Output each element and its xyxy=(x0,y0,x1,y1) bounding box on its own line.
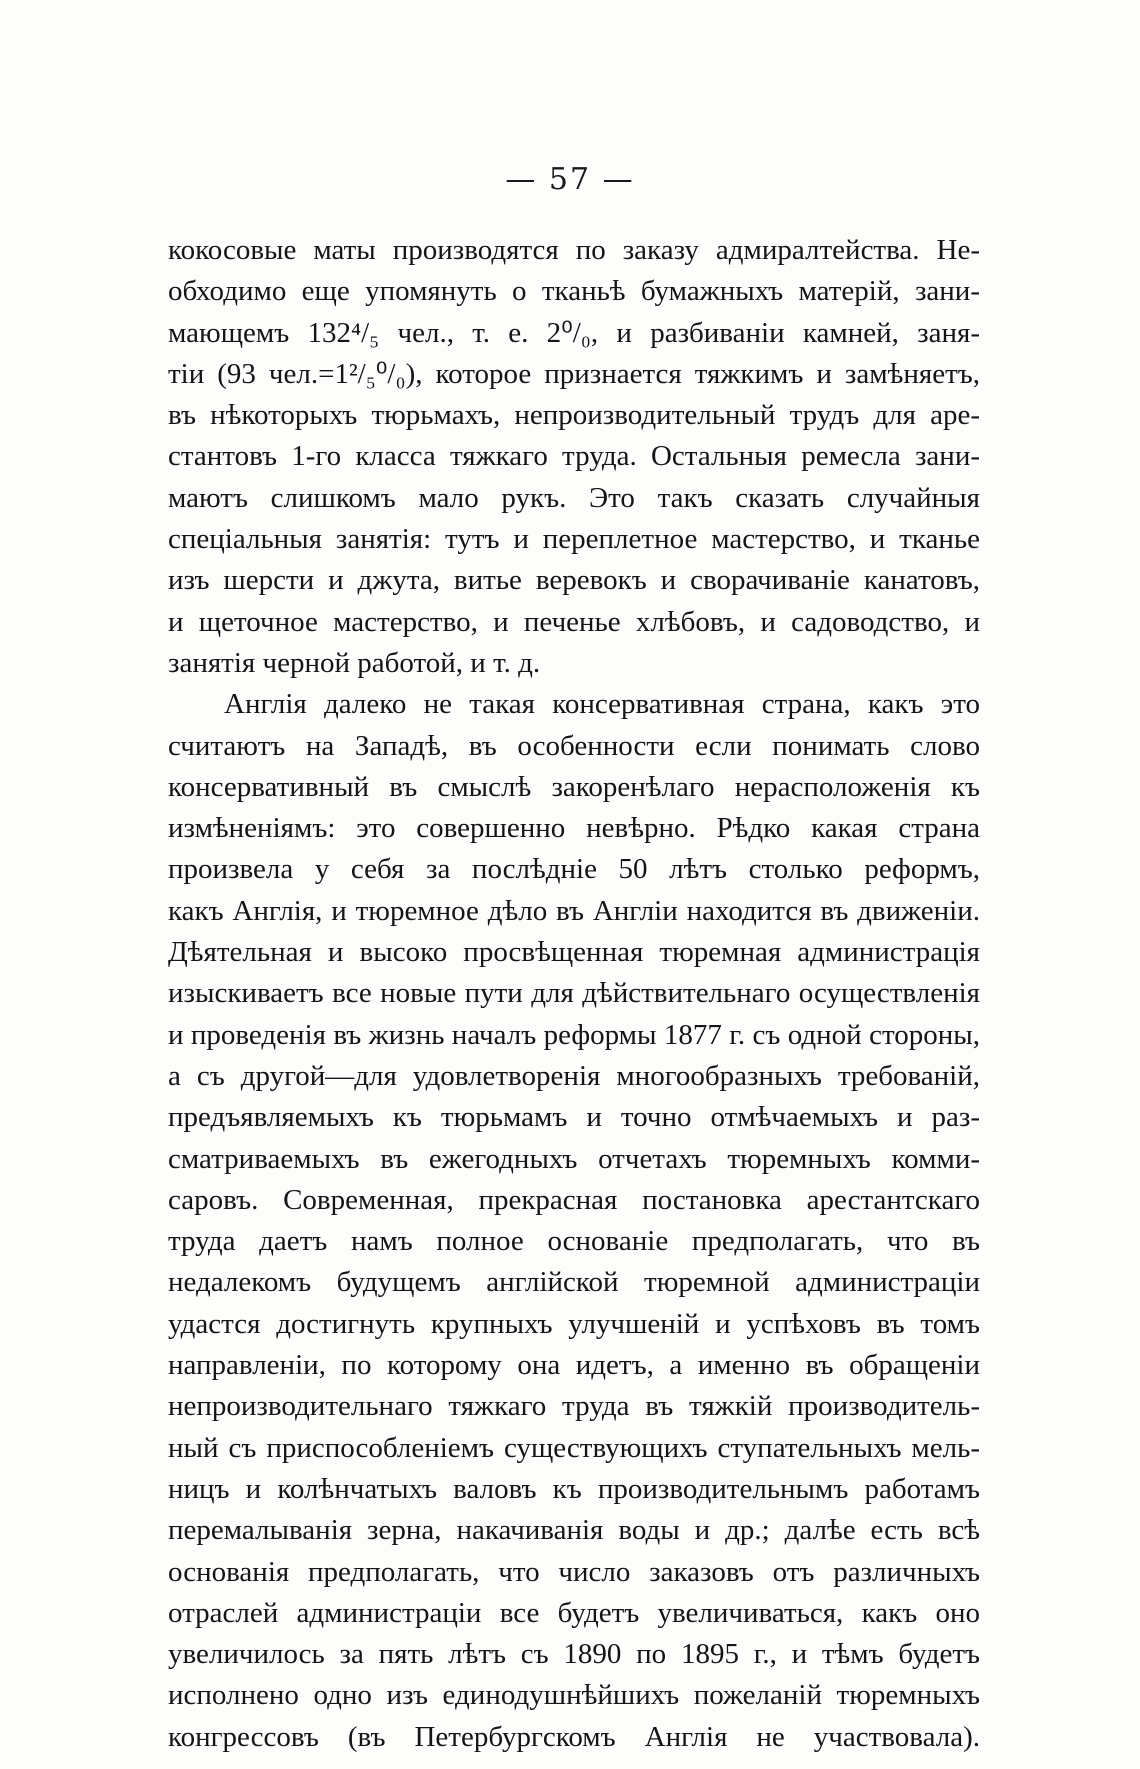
text-line: въ нѣкоторыхъ тюрьмахъ, непроизводительный трудъ для аре- xyxy=(168,399,980,432)
text-line: труда даетъ намъ полное основаніе предполагать, что въ xyxy=(168,1225,980,1258)
text-line: маютъ слишкомъ мало рукъ. Это такъ сказать случайныя xyxy=(168,481,980,514)
text-line: непроизводительнаго тяжкаго труда въ тяжкій производитель- xyxy=(168,1390,980,1423)
text-line: отраслей администраціи все будетъ увеличиваться, какъ оно xyxy=(168,1596,980,1629)
text-line: измѣненіямъ: это совершенно невѣрно. Рѣдко какая страна xyxy=(168,812,980,845)
text-line: направленіи, по которому она идетъ, а именно въ обращеніи xyxy=(168,1349,980,1382)
text-line: Дѣятельная и высоко просвѣщенная тюремная администрація xyxy=(168,936,980,969)
text-line: мающемъ 132⁴/₅ чел., т. е. 2⁰/₀, и разбиваніи камней, заня- xyxy=(168,316,980,349)
text-line: удастся достигнуть крупныхъ улучшеній и успѣховъ въ томъ xyxy=(168,1307,980,1340)
text-line: ницъ и колѣнчатыхъ валовъ къ производительнымъ работамъ xyxy=(168,1472,980,1505)
text-line: занятія черной работой, и т. д. xyxy=(168,646,541,679)
text-line: увеличилось за пять лѣтъ съ 1890 по 1895 г., и тѣмъ будетъ xyxy=(168,1638,980,1671)
text-line: саровъ. Современная, прекрасная постановка арестантскаго xyxy=(168,1183,980,1216)
text-line: изъ шерсти и джута, витье веревокъ и сворачиваніе канатовъ, xyxy=(168,564,980,597)
text-line: недалекомъ будущемъ англійской тюремной администраціи xyxy=(168,1266,980,1299)
text-line: исполнено одно изъ единодушнѣйшихъ пожеланій тюремныхъ xyxy=(168,1679,980,1712)
text-line: перемалыванія зерна, накачиванія воды и др.; далѣе есть всѣ xyxy=(168,1514,980,1547)
text-line: обходимо еще упомянуть о тканьѣ бумажныхъ матерій, зани- xyxy=(168,275,980,308)
paragraph xyxy=(168,684,980,1758)
text-line: какъ Англія, и тюремное дѣло въ Англіи находится въ движеніи. xyxy=(168,894,980,927)
text-line: конгрессовъ (въ Петербургскомъ Англія не участвовала). xyxy=(168,1720,980,1753)
paragraph xyxy=(168,230,980,684)
text-line: сматриваемыхъ въ ежегодныхъ отчетахъ тюремныхъ комми- xyxy=(168,1142,980,1175)
page-number: — 57 — xyxy=(505,162,635,197)
text-line: тіи (93 чел.=1²/₅⁰/₀), которое признается тяжкимъ и замѣняетъ, xyxy=(168,357,980,390)
text-line: произвела у себя за послѣдніе 50 лѣтъ столько реформъ, xyxy=(168,853,980,886)
text-line: изыскиваетъ все новые пути для дѣйствительнаго осуществленія xyxy=(168,977,980,1010)
text-line: консервативный въ смыслѣ закоренѣлаго нерасположенія къ xyxy=(168,770,980,803)
text-line: считаютъ на Западѣ, въ особенности если понимать слово xyxy=(168,729,980,762)
text-line: а съ другой—для удовлетворенія многообразныхъ требованій, xyxy=(168,1059,980,1092)
text-line: основанія предполагать, что число заказовъ отъ различныхъ xyxy=(168,1555,980,1588)
text-line: стантовъ 1-го класса тяжкаго труда. Остальныя ремесла зани- xyxy=(168,440,980,473)
text-line: и щеточное мастерство, и печенье хлѣбовъ, и садоводство, и xyxy=(168,605,980,638)
text-line: спеціальныя занятія: тутъ и переплетное мастерство, и тканье xyxy=(168,523,980,556)
text-line: ный съ приспособленіемъ существующихъ ступательныхъ мель- xyxy=(168,1431,980,1464)
text-line: предъявляемыхъ къ тюрьмамъ и точно отмѣчаемыхъ и раз- xyxy=(168,1101,980,1134)
text-line: Англія далеко не такая консервативная страна, какъ это xyxy=(224,688,980,721)
text-line: и проведенія въ жизнь началъ реформы 1877 г. съ одной стороны, xyxy=(168,1018,980,1051)
text-line: кокосовые маты производятся по заказу адмиралтейства. Не- xyxy=(168,234,980,266)
body-text xyxy=(168,230,980,1758)
